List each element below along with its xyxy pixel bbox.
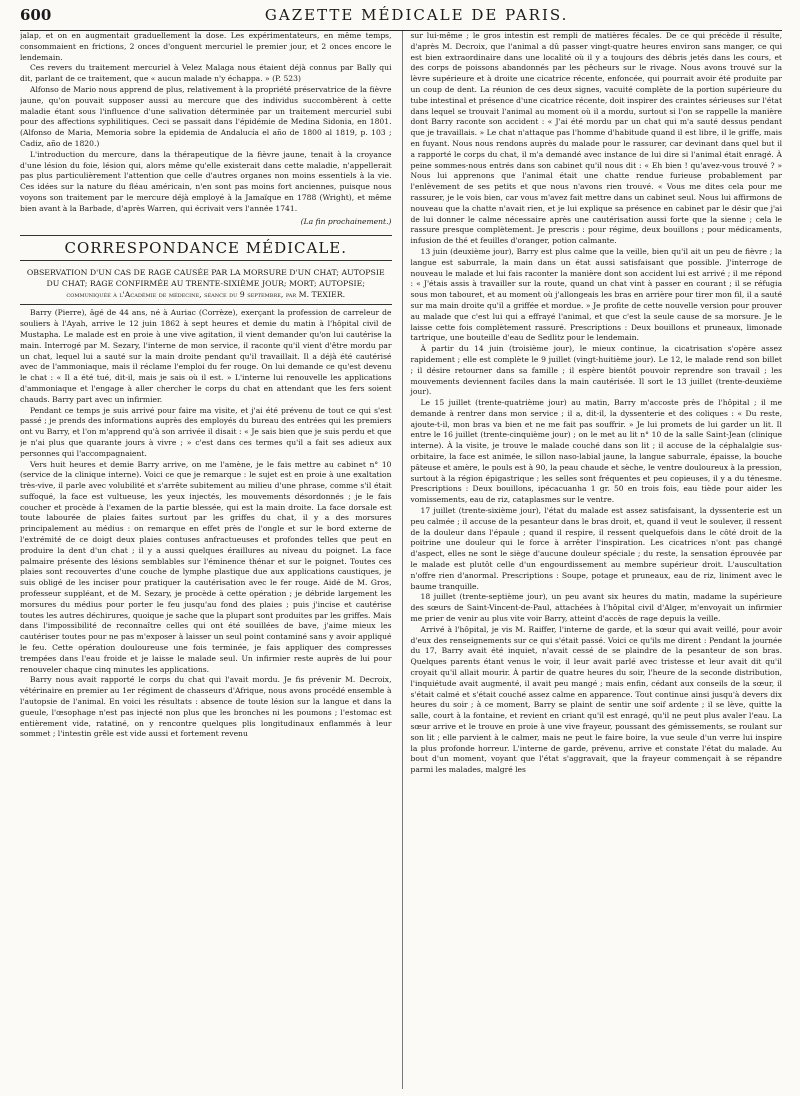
paragraph: Vers huit heures et demie Barry arrive, on me l'amène, je le fais mettre au cabinet n° 10 (service de la clinique interne). Voici ce que je remarque : le sujet est en proie à une exaltation très-vive, il parle avec volubilité et s'arrête subitement au milieu d'une phrase, comme s'il était suffoqué, la face est vultueuse, les yeux injectés, les mouvements désordonnés ; je le fais coucher et procède à l'examen de la partie blessée, qui est la main droite. La face dorsale est toute labourée de plaies faites surtout par les griffes du chat, il y a des morsures principalement au médius : on remarque en effet près de l'ongle et sur le bord externe de l'extrémité de ce doigt deux plaies contuses anfractueuses et profondes telles que peut en produire la dent d'un chat ; il y a aussi quelques éraillures au niveau du poignet. La face palmaire présente des lésions semblables sur l'éminence thénar et sur le poignet. Toutes ces plaies sont recouvertes d'une couche de lymphe plastique due aux applications caustiques, je suis obligé de les inciser pour pratiquer la cautérisation avec le fer rouge. Aidé de M. Gros, professeur suppléant, et de M. Sezary, je procède à cette opération ; je débride largement les morsures du médius pour porter le feu jusqu'au fond des plaies ; puis j'incise et cautérise toutes les autres déchirures, quoique je sache que la plupart sont produites par les griffes. Mais dans l'impossibilité de reconnaître celles qui ont été souillées de bave, j'aime mieux les cautériser toutes pour ne pas m'exposer à laisser un seul point contaminé sans y avoir appliqué le feu. Cette opération douloureuse une fois terminée, je fais appliquer des compresses trempées dans l'eau froide et je laisse le malade seul. Un infirmier reste auprès de lui pour renouveler chaque cinq minutes les applications.: [20, 459, 392, 674]
paragraph: 17 juillet (trente-sixième jour), l'état du malade est assez satisfaisant, la dyssenterie est un peu calmée ; il accuse de la pesanteur dans le bras droit, et, quand il veut le soulever, il ressent de la douleur dans l'épaule ; quand il respire, il ressent quelquefois dans le côté droit de la poitrine une douleur qui le force à arrêter l'inspiration. Les cicatrices n'ont pas changé d'aspect, elles ne sont le siège d'aucune douleur spéciale ; du reste, la sensation éprouvée par le malade est plutôt celle d'un engourdissement au membre supérieur droit. L'auscultation n'offre rien d'anormal. Prescriptions : Soupe, potage et pruneaux, eau de riz, liniment avec le baume tranquille.: [410, 506, 782, 591]
journal-title: GAZETTE MÉDICALE DE PARIS.: [264, 6, 569, 24]
continuation-note: (La fin prochainement.): [300, 216, 392, 226]
paragraph: 13 juin (deuxième jour), Barry est plus calme que la veille, bien qu'il ait un peu de fièvre ; la langue est saburrale, la main dans un état aussi satisfaisant que possible. J'interroge de nouveau le malade et lui fais raconter la manière dont son accident lui est arrivé ; il me répond : « J'étais assis à travailler sur la route, quand un chat vint à passer en courant ; il se réfugia sous mon tabouret, et au moment où j'allongeais les bras en arrière pour tirer mon fil, il a sauté sur ma main droite qu'il a griffée et mordue. » Je profite de cette nouvelle version pour prouver au malade que c'est lui qui a effrayé l'animal, et que c'est la seule cause de sa morsure. Je le laisse cette fois complètement rassuré. Prescriptions : Deux bouillons et pruneaux, limonade tartrique, une bouteille d'eau de Sedlitz pour le lendemain.: [410, 246, 782, 343]
article-subtitle: OBSERVATION D'UN CAS DE RAGE CAUSÉE PAR LA MORSURE D'UN CHAT; AUTOPSIE DU CHAT; RAGE CONFIRMÉE AU TRENTE-SIXIÈME JOUR; MORT; AUTOPSIE; communiquée à l'Académie de médecine, séance du 9 septembre, par M. TEXIER.: [26, 268, 385, 300]
paragraph: 18 juillet (trente-septième jour), un peu avant six heures du matin, madame la supérieure des sœurs de Saint-Vincent-de-Paul, attachées à l'hôpital civil d'Alger, m'envoyait un infirmier me prier de venir au plus vite voir Barry, atteint d'accès de rage depuis la veille.: [410, 592, 782, 624]
text-columns: [20, 31, 782, 1089]
paragraph: Arrivé à l'hôpital, je vis M. Raiffer, l'interne de garde, et la sœur qui avait veillé, pour avoir d'eux des renseignements sur ce qui s'était passé. Voici ce qu'ils me dirent : Pendant la journée du 17, Barry avait été inquiet, n'avait cessé de se plaindre de la pesanteur de son bras. Quelques parents étant venus le voir, il leur avait parlé avec tristesse et leur avait dit qu'il croyait qu'il allait mourir. À partir de quatre heures du soir, l'heure de la seconde distribution, l'inquiétude avait augmenté, il avait peu mangé ; mais enfin, cédant aux conseils de la sœur, il s'était calmé et s'était couché assez calme en apparence. Tout continue ainsi jusqu'à devers dix heures du soir ; à ce moment, Barry se plaint de sentir une soif ardente ; il se lève, quitte la salle, court à la fontaine, et revient en criant qu'il est enragé, qu'il ne peut plus avaler l'eau. La sœur arrive et le trouve en proie à une vive frayeur, poussant des gémissements, se roulant sur son lit ; elle parvient à le calmer, mais ne peut le faire boire, la vue seule d'un verre lui inspire la plus profonde horreur. L'interne de garde, prévenu, arrive et constate l'état du malade. Au bout d'un moment, voyant que l'état s'aggravait, que la frayeur commençait à se répandre parmi les malades, malgré les: [410, 624, 782, 775]
paragraph: Barry nous avait rapporté le corps du chat qui l'avait mordu. Je fis prévenir M. Decroix, vétérinaire en premier au 1er régiment de chasseurs d'Afrique, nous avons procédé ensemble à l'autopsie de l'animal. En voici les résultats : absence de toute lésion sur la langue et dans la gueule, l'œsophage n'est pas injecté non plus que les bronches ni les poumons ; l'estomac est entièrement vide, ratatiné, on y rencontre quelques plis longitudinaux enflammés à leur sommet ; l'intestin grêle est vide aussi et fortement revenu: [20, 675, 392, 739]
right-column: [402, 31, 783, 1089]
section-title: CORRESPONDANCE MÉDICALE.: [20, 235, 392, 261]
paragraph: jalap, et on en augmentait graduellement la dose. Les expérimentateurs, en même temps, consommaient en frictions, 2 onces d'onguent mercuriel le premier jour, et 2 onces encore le lendemain.: [20, 31, 392, 62]
paragraph: Barry (Pierre), âgé de 44 ans, né à Auriac (Corrèze), exerçant la profession de carreleur de souliers à l'Ayah, arrive le 12 juin 1862 à sept heures et demie du matin à l'hôpital civil de Mustapha. Le malade est en proie à une vive agitation, il vient demander qu'on lui cautérise la main. Interrogé par M. Sezary, l'interne de mon service, il raconte qu'il vient d'être mordu par un chat, lequel lui a sauté sur la main droite pendant qu'il travaillait. Il a déjà été cautérisé avec de l'ammoniaque, mais il réclame l'emploi du fer rouge. On lui demande ce qu'est devenu le chat : « Il a été tué, dit-il, mais je sais où il est. » L'interne lui renouvelle les applications d'ammoniaque et l'engage à aller chercher le corps du chat en attendant que les fers soient chauds. Barry part avec un infirmier.: [20, 308, 392, 404]
paragraph: Pendant ce temps je suis arrivé pour faire ma visite, et j'ai été prévenu de tout ce qui s'est passé ; je prends des informations auprès des employés du bureau des entrées qui les premiers ont vu Barry, et l'on m'apprend qu'à son arrivée il disait : « Je sais bien que je suis perdu et que je n'ai plus que quarante jours à vivre ; » c'est dans ces termes qu'il a fait ses adieux aux personnes qui l'accompagnaient.: [20, 405, 392, 458]
paragraph: Le 15 juillet (trente-quatrième jour) au matin, Barry m'accoste près de l'hôpital ; il me demande à rentrer dans mon service ; il a, dit-il, la dyssenterie et des coliques : « Du reste, ajoute-t-il, mon bras va bien et ne me fait pas souffrir. » Je lui promets de lui garder un lit. Il entre le 16 juillet (trente-cinquième jour) ; on le met au lit n° 10 de la salle Saint-Jean (clinique interne). À la visite, je trouve le malade couché dans son lit ; il accuse de la céphalalgie sus-orbitaire, la face est animée, le sillon naso-labial jaune, la langue saburrale, épaisse, la bouche pâteuse et amère, le pouls est à 90, la peau chaude et sèche, le ventre douloureux à la pression, surtout à la région épigastrique ; les selles sont fréquentes et peu copieuses, il y a du ténesme. Prescriptions : Deux bouillons, ipécacuanha 1 gr. 50 en trois fois, eau tiède pour aider les vomissements, eau de riz, cataplasmes sur le ventre.: [410, 398, 782, 505]
paragraph: sur lui-même ; le gros intestin est rempli de matières fécales. De ce qui précède il résulte, d'après M. Decroix, que l'animal a dû passer vingt-quatre heures environ sans manger, ce qui est bien extraordinaire dans une localité où il y a toujours des débris jetés dans les cours, et des corps de poissons abandonnés par les pêcheurs sur le rivage. Nous avons trouvé sur la lèvre supérieure et à droite une cicatrice récente, enfoncée, qui pourrait avoir été produite par un coup de dent. La réunion de ces deux signes, vacuité complète de la portion supérieure du tube intestinal et présence d'une cicatrice récente, doit inspirer des craintes sérieuses sur l'état dans lequel se trouvait l'animal au moment où il a mordu, surtout si l'on se rappelle la manière dont Barry raconte son accident : « J'ai été mordu par un chat qui m'a sauté dessus pendant que je travaillais. » Le chat n'attaque pas l'homme d'habitude quand il est libre, il le griffe, mais en fuyant. Nous nous rendons auprès du malade pour le rassurer, car devinant dans quel but il a rapporté le corps du chat, il m'a demandé avec instance de lui dire si l'animal était enragé. À peine sommes-nous entrés dans son cabinet qu'il nous dit : « Eh bien ! qu'avez-vous trouvé ? » Nous lui apprenons que l'animal était une chatte rendue furieuse probablement par l'enlèvement de ses petits et que nous n'avons rien trouvé. « Vous me dites cela pour me rassurer, je le vois bien, car vous m'avez fait mettre dans un cabinet seul. Nous lui affirmons de nouveau que la chatte n'avait rien, et je lui explique sa présence en cabinet par le désir que j'ai de lui donner le calme nécessaire après une cautérisation aussi forte que la sienne ; cela le rassure presque complètement. Je prescris : pour régime, deux bouillons ; pour médicaments, infusion de thé et feuilles d'oranger, potion calmante.: [410, 31, 782, 246]
paragraph: Alfonso de Mario nous apprend de plus, relativement à la propriété préservatrice de la fièvre jaune, qu'on pouvait supposer aussi au mercure que des individus succombèrent à cette maladie étant sous l'influence d'une salivation déterminée par un traitement mercuriel subi pour des affections syphilitiques. Ceci se passait dans l'épidémie de Medina Sidonia, en 1801. (Alfonso de Maria, Memoria sobre la epidemia de Andalucía el año de 1800 al 1819, p. 103 ; Cadiz, año de 1820.): [20, 84, 392, 148]
paragraph: Ces revers du traitement mercuriel à Velez Malaga nous étaient déjà connus par Bally qui dit, parlant de ce traitement, que « aucun malade n'y échappa. » (P. 523): [20, 63, 392, 84]
running-head: [20, 6, 782, 31]
paragraph: À partir du 14 juin (troisième jour), le mieux continue, la cicatrisation s'opère assez rapidement ; elle est complète le 9 juillet (vingt-huitième jour). Le 12, le malade rend son billet ; il désire retourner dans sa famille ; il espère bientôt pouvoir reprendre son travail ; les mouvements deviennent faciles dans la main cautérisée. Il sort le 13 juillet (trente-deuxième jour).: [410, 344, 782, 397]
paragraph: L'introduction du mercure, dans la thérapeutique de la fièvre jaune, tenait à la croyance d'une lésion du foie, lésion qui, alors même qu'elle existerait dans cette maladie, n'appellerait pas plus particulièrement l'attention que celle d'autres organes non moins essentiels à la vie. Ces idées sur la nature du fléau américain, n'en sont pas moins fort anciennes, puisque nous voyons son traitement par le mercure déjà employé à la Jamaïque en 1788 (Wright), et même bien avant à la Barbade, d'après Warren, qui écrivait vers l'année 1741.: [20, 149, 392, 213]
left-column: [20, 31, 392, 1089]
page-number: 600: [20, 6, 52, 24]
divider: [20, 304, 392, 305]
